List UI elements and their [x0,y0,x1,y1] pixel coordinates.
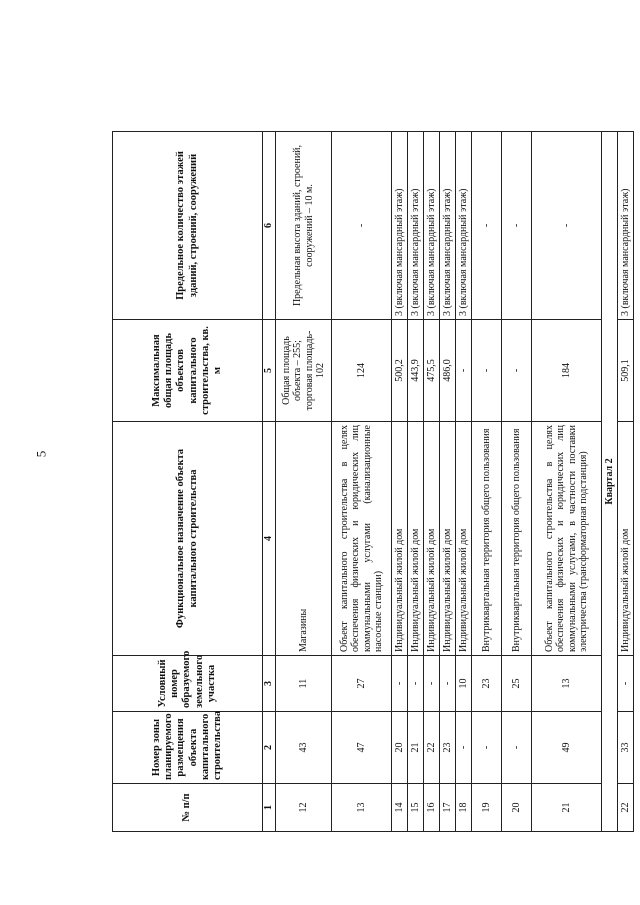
table-row [408,132,424,832]
row-plot: 23 [472,656,502,712]
row-plot: - [440,656,456,712]
page-number: 5 [33,450,49,458]
quarter-label: Квартал 2 [602,132,618,832]
row-zone: 49 [532,712,602,784]
row-zone: 43 [276,712,332,784]
row-area: 486,0 [440,320,456,422]
row-number: 16 [424,784,440,832]
row-number: 19 [472,784,502,832]
row-plot: 13 [532,656,602,712]
row-zone: - [502,712,532,784]
row-area: - [472,320,502,422]
row-zone: 22 [424,712,440,784]
row-floors: 3 (включая мансардный этаж) [424,132,440,320]
table-row [456,132,472,832]
row-area: Общая площадь объекта – 255; торговая площадь- 102 [276,320,332,422]
row-zone: - [472,712,502,784]
row-area: 443,9 [408,320,424,422]
index-cell: 6 [263,132,276,320]
row-plot: - [392,656,408,712]
table-row [276,132,332,832]
row-floors: 3 (включая мансардный этаж) [618,132,634,320]
row-number: 12 [276,784,332,832]
row-floors: - [502,132,532,320]
row-number: 14 [392,784,408,832]
row-zone: 20 [392,712,408,784]
zoning-table [112,131,634,832]
row-area: 184 [532,320,602,422]
row-plot: 10 [456,656,472,712]
row-function: Индивидуальный жилой дом [440,422,456,656]
row-function: Индивидуальный жилой дом [424,422,440,656]
index-cell: 5 [263,320,276,422]
table-row [618,132,634,832]
row-number: 21 [532,784,602,832]
row-zone: 33 [618,712,634,784]
header-number: № п/п [113,784,263,832]
index-cell: 3 [263,656,276,712]
row-number: 17 [440,784,456,832]
header-plot: Условный номер образуемого земельного участка [113,656,263,712]
row-plot: 27 [332,656,392,712]
index-cell: 1 [263,784,276,832]
row-area: 500,2 [392,320,408,422]
row-floors: 3 (включая мансардный этаж) [408,132,424,320]
row-plot: 25 [502,656,532,712]
table-row [332,132,392,832]
table-row [392,132,408,832]
index-cell: 4 [263,422,276,656]
row-plot: - [618,656,634,712]
row-function: Индивидуальный жилой дом [392,422,408,656]
header-floors: Предельное количество этажей зданий, строений, сооружений [113,132,263,320]
row-number: 20 [502,784,532,832]
table-row [532,132,602,832]
row-zone: 21 [408,712,424,784]
row-function: Внутриквартальная территория общего пользования [472,422,502,656]
table-row [502,132,532,832]
header-row [113,132,263,832]
row-number: 15 [408,784,424,832]
row-area: 475,5 [424,320,440,422]
index-row [263,132,276,832]
row-number: 18 [456,784,472,832]
header-area: Максимальная общая площадь объектов капитального строительства, кв. м [113,320,263,422]
quarter-row [602,132,618,832]
row-zone: 23 [440,712,456,784]
row-number: 13 [332,784,392,832]
row-area: 509,1 [618,320,634,422]
row-area: - [456,320,472,422]
row-area: - [502,320,532,422]
row-area: 124 [332,320,392,422]
row-function: Магазины [276,422,332,656]
header-zone: Номер зоны планируемого размещения объекта капитального строительства [113,712,263,784]
row-function: Объект капитального строительства в целях обеспечения физических и юридических лиц коммунальными услугами, в частности поставки электричества (трансформаторная подстанция) [532,422,602,656]
table-row [424,132,440,832]
table-row [440,132,456,832]
row-function: Индивидуальный жилой дом [408,422,424,656]
row-floors: 3 (включая мансардный этаж) [440,132,456,320]
row-number: 22 [618,784,634,832]
row-floors: 3 (включая мансардный этаж) [456,132,472,320]
row-zone: 47 [332,712,392,784]
row-plot: 11 [276,656,332,712]
row-floors: - [332,132,392,320]
row-floors: - [532,132,602,320]
row-floors: 3 (включая мансардный этаж) [392,132,408,320]
table-row [472,132,502,832]
row-function: Индивидуальный жилой дом [618,422,634,656]
row-floors: - [472,132,502,320]
row-floors: Предельная высота зданий, строений, сооружений – 10 м. [276,132,332,320]
row-function: Индивидуальный жилой дом [456,422,472,656]
index-cell: 2 [263,712,276,784]
row-function: Объект капитального строительства в целях обеспечения физических и юридических лиц коммунальными услугами (канализационные насосные станции) [332,422,392,656]
header-function: Функциональное назначение объекта капитального строительства [113,422,263,656]
row-function: Внутриквартальная территория общего пользования [502,422,532,656]
row-plot: - [424,656,440,712]
row-plot: - [408,656,424,712]
row-zone: - [456,712,472,784]
rotated-table-container [112,132,630,832]
